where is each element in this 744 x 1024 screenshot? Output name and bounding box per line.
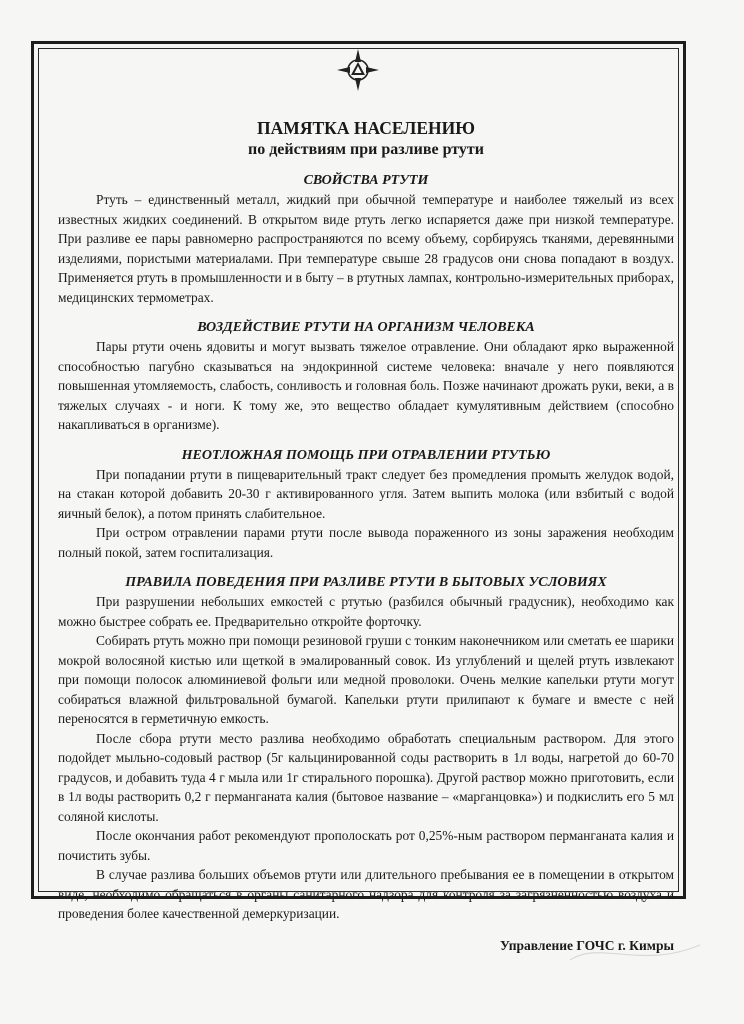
section-heading: СВОЙСТВА РТУТИ	[303, 173, 429, 188]
document-subtitle: по действиям при разливе ртути	[247, 141, 485, 158]
paragraph: При разрушении небольших емкостей с ртутью (разбился обычный градусник), необходимо как можно быстрее собрать ее. Предварительно откройте форточку.	[58, 594, 674, 629]
section-heading: НЕОТЛОЖНАЯ ПОМОЩЬ ПРИ ОТРАВЛЕНИИ РТУТЬЮ	[181, 447, 551, 463]
paragraph: После окончания работ рекомендуют прополоскать рот 0,25%-ным раствором перманганата калия и почистить зубы.	[58, 828, 674, 863]
paragraph: При остром отравлении парами ртути после вывода пораженного из зоны заражения необходим полный покой, затем госпитализация.	[58, 525, 674, 560]
mchs-star-icon	[336, 48, 380, 92]
paragraph: После сбора ртути место разлива необходимо обработать специальным раствором. Для этого подойдет мыльно-содовый раствор (5г кальцинированной соды растворить в 1л воды, нагретой до 60-70 градусов, и добавить туда 4 г мыла или 1г стирального порошка). Другой раствор можно приготовить, если в 1л воды растворить 0,2 г перманганата калия (бытовое название – «марганцовка») и подкислить его 5 мл соляной кислоты.	[58, 730, 674, 824]
section-heading: ВОЗДЕЙСТВИЕ РТУТИ НА ОРГАНИЗМ ЧЕЛОВЕКА	[197, 320, 535, 335]
paragraph: Ртуть – единственный металл, жидкий при обычной температуре и наиболее тяжелый из всех известных жидких соединений. В открытом виде ртуть легко испаряется даже при низкой температуре. При разливе ее пары равномерно распространяются по всему объему, сорбируясь тканями, деревянными изделиями, пористыми материалами. При температуре свыше 28 градусов они снова попадают в воздух. Применяется ртуть в промышленности и в быту – в ртутных лампах, контрольно-измерительных приборах, медицинских термометрах.	[58, 192, 674, 305]
paragraph: Пары ртути очень ядовиты и могут вызвать тяжелое отравление. Они обладают ярко выраженной способностью пагубно сказываться на эндокринной системе человека: вначале у него появляются повышенная утомляемость, слабость, сонливость и головная боль. Позже начинают дрожать руки, веки, а в тяжелых случаях - и ноги. К тому же, это вещество обладает кумулятивным действием (способно накапливаться в организме).	[58, 339, 674, 432]
document-body	[58, 118, 674, 955]
scan-smudge	[560, 920, 710, 980]
paragraph: Собирать ртуть можно при помощи резиновой груши с тонким наконечником или сметать ее шарики мокрой волосяной кистью или щеткой в эмалированный совок. Из углублений и щелей ртуть извлекают при помощи полосок алюминиевой фольги или медной проволоки. Очень мелкие капельки ртути могут собираться влажной фильтровальной бумагой. Капельки ртути прилипают к бумаге и вместе с ней переносятся в герметичную емкость.	[58, 633, 674, 726]
paragraph: При попадании ртути в пищеварительный тракт следует без промедления промыть желудок водой, на стакан которой добавить 20-30 г активированного угля. Затем выпить молока (или взбитый с водой яичный белок), а потом принять слабительное.	[58, 466, 674, 521]
section-mercury-properties	[58, 172, 674, 307]
signature: Управление ГОЧС г. Кимры	[499, 937, 674, 953]
section-effects-on-body	[58, 319, 674, 435]
section-first-aid	[58, 447, 674, 563]
section-heading: ПРАВИЛА ПОВЕДЕНИЯ ПРИ РАЗЛИВЕ РТУТИ В БЫТОВЫХ УСЛОВИЯХ	[125, 575, 607, 590]
section-household-spill-rules	[58, 574, 674, 924]
paragraph: В случае разлива больших объемов ртути или длительного пребывания ее в помещении в открытом виде, необходимо обращаться в органы санитарного надзора для контроля за загрязненностью воздуха и проведения более качественной демеркуризации.	[58, 867, 674, 921]
document-title: ПАМЯТКА НАСЕЛЕНИЮ	[257, 118, 475, 138]
